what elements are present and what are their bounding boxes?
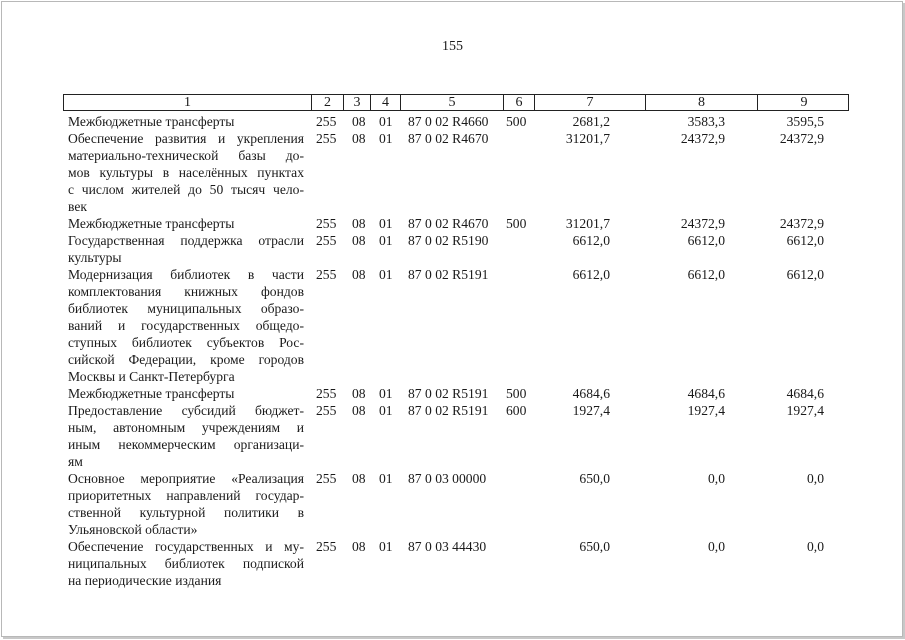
code-subsection: 01 bbox=[379, 216, 393, 231]
code-admin: 255 bbox=[316, 216, 337, 231]
description-line: сийской Федерации, кроме городов bbox=[68, 352, 304, 367]
header-col-3: 3 bbox=[343, 95, 370, 110]
code-section: 08 bbox=[352, 131, 366, 146]
amount-col-7: 31201,7 bbox=[565, 131, 610, 146]
description-line: Государственная поддержка отрасли bbox=[68, 233, 304, 248]
table-body bbox=[0, 113, 905, 589]
description-line: ям bbox=[68, 454, 83, 469]
code-admin: 255 bbox=[316, 131, 337, 146]
amount-col-7: 1927,4 bbox=[572, 403, 610, 418]
code-expense-type: 500 bbox=[506, 114, 527, 129]
amount-col-9: 24372,9 bbox=[779, 216, 824, 231]
table-row bbox=[0, 538, 905, 589]
code-expense-type: 500 bbox=[506, 216, 527, 231]
description-line: Межбюджетные трансферты bbox=[68, 114, 235, 129]
amount-col-8: 24372,9 bbox=[680, 216, 725, 231]
description-line: Межбюджетные трансферты bbox=[68, 216, 235, 231]
description-line: иным некоммерческим организаци- bbox=[68, 437, 304, 452]
row-description bbox=[68, 266, 304, 385]
row-description bbox=[68, 470, 304, 538]
description-line: ваний и государственных общедо- bbox=[68, 318, 304, 333]
code-target: 87 0 02 R5191 bbox=[408, 267, 489, 282]
row-description bbox=[68, 232, 304, 266]
code-target: 87 0 02 R5190 bbox=[408, 233, 489, 248]
code-section: 08 bbox=[352, 403, 366, 418]
description-line: Обеспечение государственных и му- bbox=[68, 539, 304, 554]
code-subsection: 01 bbox=[379, 131, 393, 146]
code-admin: 255 bbox=[316, 386, 337, 401]
amount-col-8: 0,0 bbox=[708, 539, 725, 554]
page-number: 155 bbox=[442, 39, 463, 54]
code-admin: 255 bbox=[316, 539, 337, 554]
description-line: Основное мероприятие «Реализация bbox=[68, 471, 304, 486]
amount-col-9: 24372,9 bbox=[779, 131, 824, 146]
code-target: 87 0 03 44430 bbox=[408, 539, 487, 554]
code-section: 08 bbox=[352, 233, 366, 248]
header-col-8: 8 bbox=[645, 95, 757, 110]
description-line: Межбюджетные трансферты bbox=[68, 386, 235, 401]
code-section: 08 bbox=[352, 539, 366, 554]
amount-col-7: 6612,0 bbox=[572, 267, 610, 282]
code-subsection: 01 bbox=[379, 386, 393, 401]
header-col-9: 9 bbox=[757, 95, 850, 110]
amount-col-9: 4684,6 bbox=[786, 386, 824, 401]
description-line: ным, автономным учреждениям и bbox=[68, 420, 304, 435]
code-subsection: 01 bbox=[379, 267, 393, 282]
amount-col-7: 6612,0 bbox=[572, 233, 610, 248]
amount-col-9: 6612,0 bbox=[786, 233, 824, 248]
header-col-4: 4 bbox=[370, 95, 400, 110]
table-row bbox=[0, 470, 905, 538]
description-line: Москвы и Санкт-Петербурга bbox=[68, 369, 235, 384]
description-line: с числом жителей до 50 тысяч чело- bbox=[68, 182, 304, 197]
amount-col-9: 1927,4 bbox=[786, 403, 824, 418]
description-line: ступных библиотек субъектов Рос- bbox=[68, 335, 304, 350]
amount-col-8: 3583,3 bbox=[687, 114, 725, 129]
description-line: век bbox=[68, 199, 87, 214]
amount-col-8: 4684,6 bbox=[687, 386, 725, 401]
table-row bbox=[0, 402, 905, 470]
code-admin: 255 bbox=[316, 114, 337, 129]
amount-col-8: 6612,0 bbox=[687, 233, 725, 248]
amount-col-7: 31201,7 bbox=[565, 216, 610, 231]
header-col-7: 7 bbox=[534, 95, 645, 110]
amount-col-8: 0,0 bbox=[708, 471, 725, 486]
header-col-6: 6 bbox=[503, 95, 534, 110]
header-col-2: 2 bbox=[311, 95, 343, 110]
row-description bbox=[68, 113, 304, 130]
table-row bbox=[0, 266, 905, 385]
table-row bbox=[0, 232, 905, 266]
code-admin: 255 bbox=[316, 233, 337, 248]
code-section: 08 bbox=[352, 114, 366, 129]
description-line: Предоставление субсидий бюджет- bbox=[68, 403, 304, 418]
amount-col-7: 650,0 bbox=[579, 539, 610, 554]
description-line: Модернизация библиотек в части bbox=[68, 267, 304, 282]
code-target: 87 0 02 R5191 bbox=[408, 403, 489, 418]
amount-col-9: 0,0 bbox=[807, 539, 824, 554]
description-line: Обеспечение развития и укрепления bbox=[68, 131, 304, 146]
header-col-1: 1 bbox=[184, 95, 191, 110]
code-target: 87 0 02 R4670 bbox=[408, 131, 489, 146]
code-section: 08 bbox=[352, 216, 366, 231]
table-header bbox=[63, 94, 849, 111]
description-line: комплектования книжных фондов bbox=[68, 284, 304, 299]
row-description bbox=[68, 385, 304, 402]
row-description bbox=[68, 130, 304, 215]
table-row bbox=[0, 113, 905, 130]
amount-col-8: 6612,0 bbox=[687, 267, 725, 282]
row-description bbox=[68, 538, 304, 589]
row-description bbox=[68, 215, 304, 232]
code-admin: 255 bbox=[316, 403, 337, 418]
amount-col-9: 0,0 bbox=[807, 471, 824, 486]
code-admin: 255 bbox=[316, 267, 337, 282]
amount-col-7: 4684,6 bbox=[572, 386, 610, 401]
row-description bbox=[68, 402, 304, 470]
header-col-5: 5 bbox=[400, 95, 503, 110]
amount-col-8: 1927,4 bbox=[687, 403, 725, 418]
description-line: мов культуры в населённых пунктах bbox=[68, 165, 304, 180]
code-expense-type: 500 bbox=[506, 386, 527, 401]
table-row bbox=[0, 130, 905, 215]
description-line: ственной культурной политики в bbox=[68, 505, 304, 520]
amount-col-7: 650,0 bbox=[579, 471, 610, 486]
code-section: 08 bbox=[352, 471, 366, 486]
description-line: библиотек муниципальных образо- bbox=[68, 301, 304, 316]
description-line: культуры bbox=[68, 250, 122, 265]
code-target: 87 0 02 R5191 bbox=[408, 386, 489, 401]
amount-col-7: 2681,2 bbox=[572, 114, 610, 129]
code-subsection: 01 bbox=[379, 471, 393, 486]
code-admin: 255 bbox=[316, 471, 337, 486]
code-subsection: 01 bbox=[379, 233, 393, 248]
code-subsection: 01 bbox=[379, 114, 393, 129]
description-line: Ульяновской области» bbox=[68, 522, 198, 537]
code-subsection: 01 bbox=[379, 403, 393, 418]
amount-col-9: 6612,0 bbox=[786, 267, 824, 282]
description-line: приоритетных направлений государ- bbox=[68, 488, 304, 503]
code-subsection: 01 bbox=[379, 539, 393, 554]
description-line: материально-технической базы до- bbox=[68, 148, 304, 163]
amount-col-8: 24372,9 bbox=[680, 131, 725, 146]
table-row bbox=[0, 215, 905, 232]
code-section: 08 bbox=[352, 386, 366, 401]
amount-col-9: 3595,5 bbox=[786, 114, 824, 129]
code-target: 87 0 02 R4670 bbox=[408, 216, 489, 231]
code-section: 08 bbox=[352, 267, 366, 282]
table-row bbox=[0, 385, 905, 402]
description-line: ниципальных библиотек подпиской bbox=[68, 556, 304, 571]
code-expense-type: 600 bbox=[506, 403, 527, 418]
description-line: на периодические издания bbox=[68, 573, 222, 588]
code-target: 87 0 03 00000 bbox=[408, 471, 487, 486]
code-target: 87 0 02 R4660 bbox=[408, 114, 489, 129]
